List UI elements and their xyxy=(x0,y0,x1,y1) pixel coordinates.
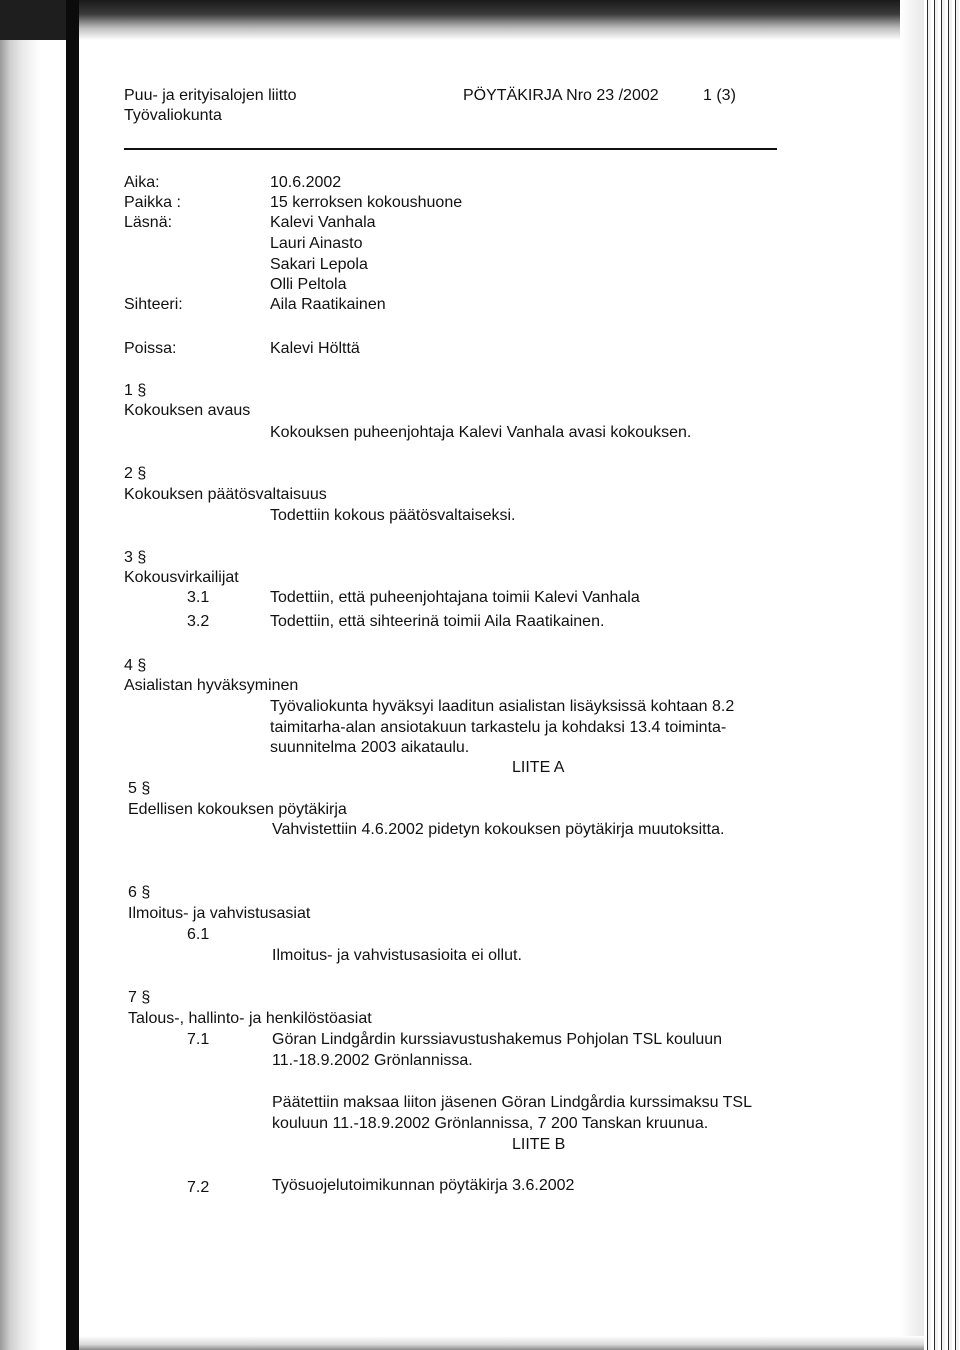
absent-label: Poissa: xyxy=(124,340,177,357)
section-text-line: Työvaliokunta hyväksyi laaditun asialistan lisäyksissä kohtaan 8.2 xyxy=(270,698,735,715)
place-label: Paikka : xyxy=(124,194,181,211)
present-member: Olli Peltola xyxy=(270,276,347,293)
present-member: Kalevi Vanhala xyxy=(270,214,376,231)
binding-strip xyxy=(66,0,79,1350)
section-title: Talous-, hallinto- ja henkilöstöasiat xyxy=(128,1010,372,1027)
document-title: PÖYTÄKIRJA Nro 23 /2002 xyxy=(463,87,659,104)
absent-value: Kalevi Hölttä xyxy=(270,340,360,357)
item-text: Ilmoitus- ja vahvistusasioita ei ollut. xyxy=(272,947,522,964)
time-label: Aika: xyxy=(124,174,160,191)
section-number: 7 § xyxy=(128,989,151,1006)
present-member: Lauri Ainasto xyxy=(270,235,363,252)
section-text: Kokouksen puheenjohtaja Kalevi Vanhala avasi kokouksen. xyxy=(270,424,692,441)
committee-name: Työvaliokunta xyxy=(124,107,222,124)
place-value: 15 kerroksen kokoushuone xyxy=(270,194,463,211)
decision-text-line: Päätettiin maksaa liiton jäsenen Göran Lindgårdia kurssimaksu TSL xyxy=(272,1094,752,1111)
section-number: 4 § xyxy=(124,657,147,674)
section-title: Asialistan hyväksyminen xyxy=(124,677,299,694)
item-number: 6.1 xyxy=(187,926,210,943)
section-text: Vahvistettiin 4.6.2002 pidetyn kokouksen pöytäkirja muutoksitta. xyxy=(272,821,725,838)
section-number: 1 § xyxy=(124,382,147,399)
item-text-line: 11.-18.9.2002 Grönlannissa. xyxy=(272,1052,473,1069)
item-text: Todettiin, että sihteerinä toimii Aila Raatikainen. xyxy=(270,613,605,630)
section-text-line: taimitarha-alan ansiotakuun tarkastelu ja kohdaksi 13.4 toiminta- xyxy=(270,719,727,736)
present-label: Läsnä: xyxy=(124,214,173,231)
item-number: 3.2 xyxy=(187,613,210,630)
section-title: Kokouksen avaus xyxy=(124,402,251,419)
secretary-value: Aila Raatikainen xyxy=(270,296,386,313)
scan-edge-top xyxy=(79,0,960,40)
scan-edge-right-shade xyxy=(900,0,924,1350)
item-text-line: Göran Lindgårdin kurssiavustushakemus Pohjolan TSL kouluun xyxy=(272,1031,723,1048)
section-number: 5 § xyxy=(128,780,151,797)
section-number: 2 § xyxy=(124,465,147,482)
present-member: Sakari Lepola xyxy=(270,256,368,273)
section-text: Todettiin kokous päätösvaltaiseksi. xyxy=(270,507,516,524)
item-text: Työsuojelutoimikunnan pöytäkirja 3.6.2002 xyxy=(272,1177,575,1194)
item-number: 7.1 xyxy=(187,1031,210,1048)
scan-edge-bottom xyxy=(79,1336,924,1350)
organization-name: Puu- ja erityisalojen liitto xyxy=(124,87,297,104)
scan-edge-left xyxy=(0,0,40,1350)
scan-edge-right xyxy=(924,0,960,1350)
section-title: Kokousvirkailijat xyxy=(124,569,239,586)
section-number: 6 § xyxy=(128,884,151,901)
time-value: 10.6.2002 xyxy=(270,174,342,191)
secretary-label: Sihteeri: xyxy=(124,296,183,313)
header-rule xyxy=(124,148,777,150)
item-text: Todettiin, että puheenjohtajana toimii Kalevi Vanhala xyxy=(270,589,640,606)
appendix-label: LIITE B xyxy=(512,1136,566,1153)
item-number: 7.2 xyxy=(187,1179,210,1196)
appendix-label: LIITE A xyxy=(512,759,565,776)
page-number: 1 (3) xyxy=(703,87,736,104)
decision-text-line: kouluun 11.-18.9.2002 Grönlannissa, 7 200 Tanskan kruunua. xyxy=(272,1115,709,1132)
section-title: Ilmoitus- ja vahvistusasiat xyxy=(128,905,311,922)
section-number: 3 § xyxy=(124,549,147,566)
item-number: 3.1 xyxy=(187,589,210,606)
section-text-line: suunnitelma 2003 aikataulu. xyxy=(270,739,470,756)
section-title: Edellisen kokouksen pöytäkirja xyxy=(128,801,347,818)
section-title: Kokouksen päätösvaltaisuus xyxy=(124,486,327,503)
